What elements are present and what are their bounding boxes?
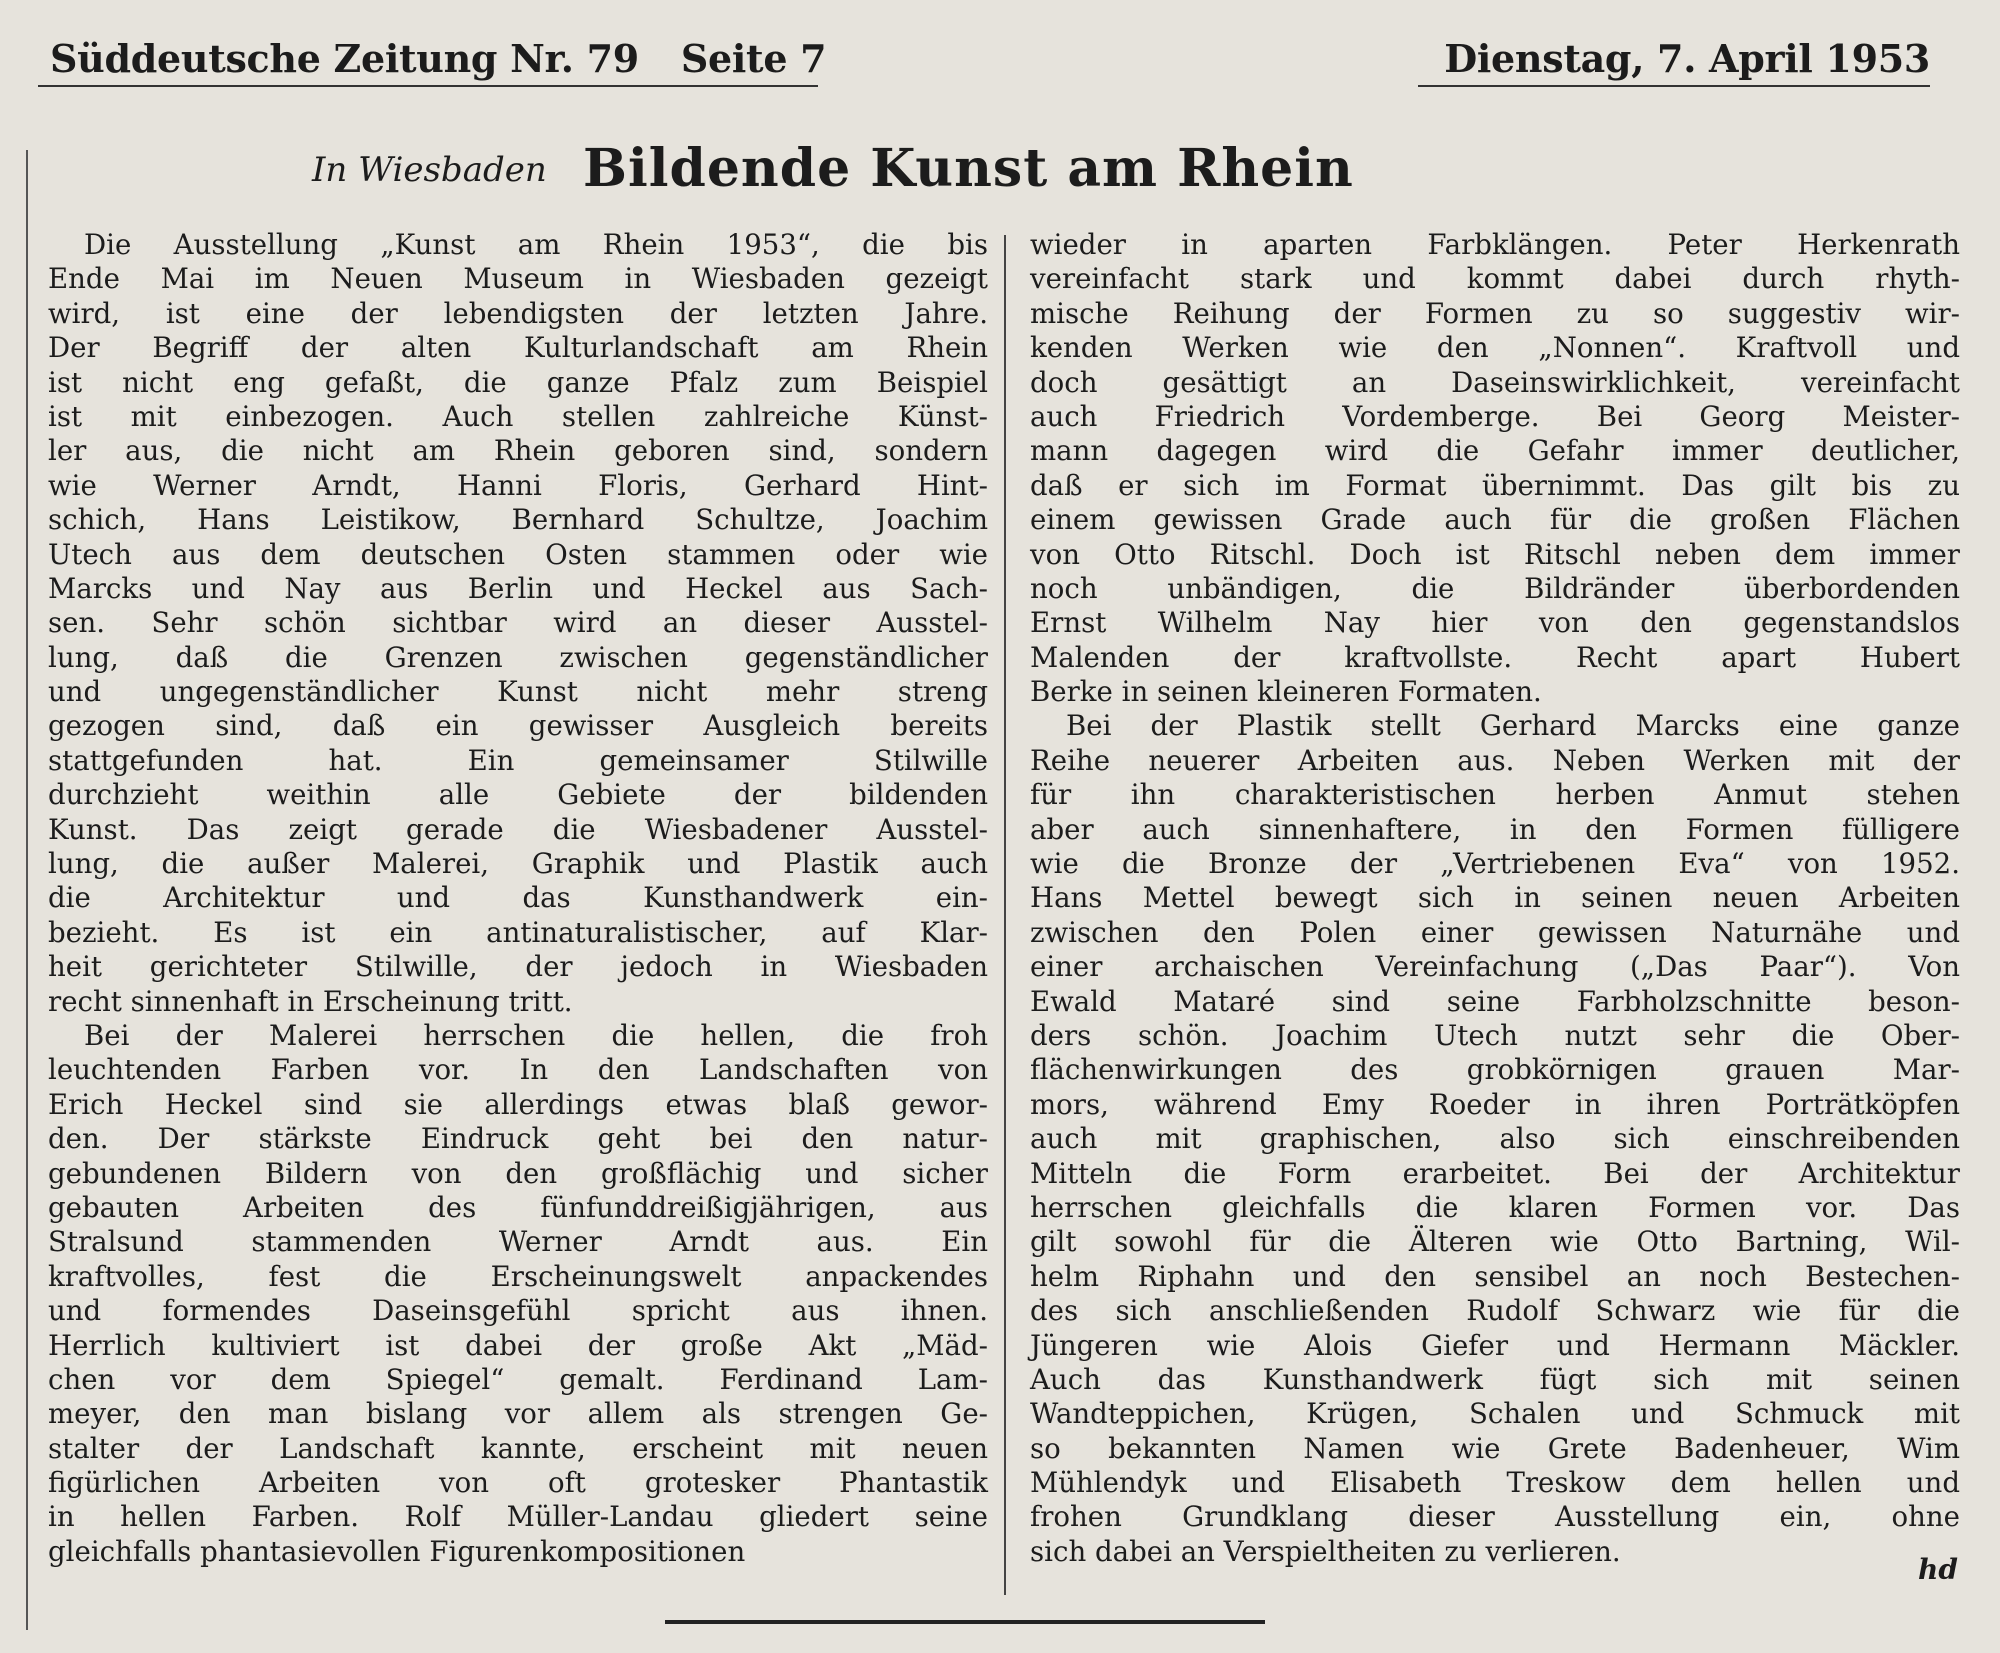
text-line: einer archaischen Vereinfachung („Das Paar“). Von: [1030, 950, 1960, 984]
column-divider: [1004, 235, 1006, 1595]
text-line: leuchtenden Farben vor. In den Landschaften von: [48, 1053, 988, 1087]
text-line: wie Werner Arndt, Hanni Floris, Gerhard Hint-: [48, 468, 988, 502]
text-line: Bei der Malerei herrschen die hellen, die froh: [84, 1018, 988, 1052]
text-line: Bei der Plastik stellt Gerhard Marcks eine ganze: [1066, 709, 1960, 743]
author-signature: hd: [1918, 1553, 1958, 1586]
text-line: mann dagegen wird die Gefahr immer deutlicher,: [1030, 434, 1960, 468]
text-line: doch gesättigt an Daseinswirklichkeit, vereinfacht: [1030, 365, 1960, 399]
text-line: figürlichen Arbeiten von oft grotesker Phantastik: [48, 1466, 988, 1500]
text-line: Mitteln die Form erarbeitet. Bei der Architektur: [1030, 1156, 1960, 1190]
text-line: den. Der stärkste Eindruck geht bei den natur-: [48, 1122, 988, 1156]
text-line: bezieht. Es ist ein antinaturalistischer, auf Klar-: [48, 915, 988, 949]
text-line: Hans Mettel bewegt sich in seinen neuen Arbeiten: [1030, 881, 1960, 915]
text-line: schich, Hans Leistikow, Bernhard Schultze, Joachim: [48, 503, 988, 537]
text-line: und ungegenständlicher Kunst nicht mehr streng: [48, 675, 988, 709]
issue-date: Dienstag, 7. April 1953: [1444, 36, 1930, 81]
text-line: helm Riphahn und den sensibel an noch Bestechen-: [1030, 1259, 1960, 1293]
text-line: Auch das Kunsthandwerk fügt sich mit seinen: [1030, 1362, 1960, 1396]
text-line: gezogen sind, daß ein gewisser Ausgleich bereits: [48, 709, 988, 743]
text-line: stattgefunden hat. Ein gemeinsamer Stilwille: [48, 743, 988, 777]
text-line: lung, die außer Malerei, Graphik und Plastik auch: [48, 847, 988, 881]
text-line: ist nicht eng gefaßt, die ganze Pfalz zum Beispiel: [48, 365, 988, 399]
text-line: die Architektur und das Kunsthandwerk ein-: [48, 881, 988, 915]
text-line: wieder in aparten Farbklängen. Peter Herkenrath: [1030, 228, 1960, 261]
text-line: lung, daß die Grenzen zwischen gegenständlicher: [48, 640, 988, 674]
text-line: ler aus, die nicht am Rhein geboren sind, sondern: [48, 434, 988, 468]
text-line: zwischen den Polen einer gewissen Naturnähe und: [1030, 915, 1960, 949]
text-line: meyer, den man bislang vor allem als strengen Ge-: [48, 1397, 988, 1431]
text-line: mische Reihung der Formen zu so suggestiv wir-: [1030, 296, 1960, 330]
column-left: [48, 228, 988, 1569]
text-line: Der Begriff der alten Kulturlandschaft am Rhein: [48, 331, 988, 365]
text-line: ist mit einbezogen. Auch stellen zahlreiche Künst-: [48, 399, 988, 433]
text-line: gebundenen Bildern von den großflächig und sicher: [48, 1156, 988, 1190]
article-headline: Bildende Kunst am Rhein: [583, 138, 1354, 199]
text-line: chen vor dem Spiegel“ gemalt. Ferdinand Lam-: [48, 1362, 988, 1396]
text-line: des sich anschließenden Rudolf Schwarz wie für die: [1030, 1294, 1960, 1328]
text-line: Wandteppichen, Krügen, Schalen und Schmuck mit: [1030, 1397, 1960, 1431]
page-number: Seite 7: [680, 36, 827, 81]
text-line: heit gerichteter Stilwille, der jedoch in Wiesbaden: [48, 950, 988, 984]
article-kicker: In Wiesbaden: [312, 150, 547, 190]
text-line: Die Ausstellung „Kunst am Rhein 1953“, die bis: [84, 228, 988, 261]
text-line: auch mit graphischen, also sich einschreibenden: [1030, 1122, 1960, 1156]
text-line: wird, ist eine der lebendigsten der letzten Jahre.: [48, 296, 988, 330]
text-line: mors, während Emy Roeder in ihren Porträtköpfen: [1030, 1087, 1960, 1121]
text-line: Ewald Mataré sind seine Farbholzschnitte beson-: [1030, 984, 1960, 1018]
text-line: frohen Grundklang dieser Ausstellung ein, ohne: [1030, 1500, 1960, 1534]
text-line: herrschen gleichfalls die klaren Formen vor. Das: [1030, 1190, 1960, 1224]
text-line: Ernst Wilhelm Nay hier von den gegenstandslos: [1030, 606, 1960, 640]
text-line: Utech aus dem deutschen Osten stammen oder wie: [48, 537, 988, 571]
masthead-rule-left: [38, 85, 818, 87]
text-line: von Otto Ritschl. Doch ist Ritschl neben dem immer: [1030, 537, 1960, 571]
text-line: Marcks und Nay aus Berlin und Heckel aus Sach-: [48, 571, 988, 605]
text-line: Jüngeren wie Alois Giefer und Hermann Mäckler.: [1030, 1328, 1960, 1362]
text-line: recht sinnenhaft in Erscheinung tritt.: [48, 984, 573, 1018]
text-line: gilt sowohl für die Älteren wie Otto Bartning, Wil-: [1030, 1225, 1960, 1259]
text-line: auch Friedrich Vordemberge. Bei Georg Meister-: [1030, 399, 1960, 433]
masthead-left: [50, 36, 826, 81]
text-line: ders schön. Joachim Utech nutzt sehr die Ober-: [1030, 1018, 1960, 1052]
text-line: Mühlendyk und Elisabeth Treskow dem hellen und: [1030, 1466, 1960, 1500]
text-line: noch unbändigen, die Bildränder überbordenden: [1030, 571, 1960, 605]
text-line: kenden Werken wie den „Nonnen“. Kraftvoll und: [1030, 331, 1960, 365]
text-line: stalter der Landschaft kannte, erscheint mit neuen: [48, 1431, 988, 1465]
paper-name: Süddeutsche Zeitung Nr. 79: [50, 36, 639, 81]
text-line: Malenden der kraftvollste. Recht apart Hubert: [1030, 640, 1960, 674]
text-line: für ihn charakteristischen herben Anmut stehen: [1030, 778, 1960, 812]
text-line: Berke in seinen kleineren Formaten.: [1030, 675, 1542, 709]
text-line: daß er sich im Format übernimmt. Das gilt bis zu: [1030, 468, 1960, 502]
text-line: sich dabei an Verspieltheiten zu verlieren.: [1030, 1534, 1621, 1568]
text-line: Reihe neuerer Arbeiten aus. Neben Werken mit der: [1030, 743, 1960, 777]
text-line: gleichfalls phantasievollen Figurenkompositionen: [48, 1534, 746, 1568]
text-line: in hellen Farben. Rolf Müller-Landau gliedert seine: [48, 1500, 988, 1534]
column-right: [1030, 228, 1960, 1586]
text-line: Ende Mai im Neuen Museum in Wiesbaden gezeigt: [48, 262, 988, 296]
text-line: und formendes Daseinsgefühl spricht aus ihnen.: [48, 1294, 988, 1328]
text-line: einem gewissen Grade auch für die großen Flächen: [1030, 503, 1960, 537]
text-line: so bekannten Namen wie Grete Badenheuer, Wim: [1030, 1431, 1960, 1465]
masthead-rule-right: [1418, 85, 1930, 87]
text-line: sen. Sehr schön sichtbar wird an dieser Ausstel-: [48, 606, 988, 640]
text-line: Kunst. Das zeigt gerade die Wiesbadener Ausstel-: [48, 812, 988, 846]
bottom-rule: [665, 1620, 1265, 1624]
text-line: flächenwirkungen des grobkörnigen grauen Mar-: [1030, 1053, 1960, 1087]
text-line: kraftvolles, fest die Erscheinungswelt anpackendes: [48, 1259, 988, 1293]
text-line: Erich Heckel sind sie allerdings etwas blaß gewor-: [48, 1087, 988, 1121]
frame-rule-left: [26, 150, 28, 1630]
text-line: vereinfacht stark und kommt dabei durch rhyth-: [1030, 262, 1960, 296]
text-line: wie die Bronze der „Vertriebenen Eva“ von 1952.: [1030, 847, 1960, 881]
text-line: aber auch sinnenhaftere, in den Formen fülligere: [1030, 812, 1960, 846]
text-line: Stralsund stammenden Werner Arndt aus. Ein: [48, 1225, 988, 1259]
text-line: gebauten Arbeiten des fünfunddreißigjährigen, aus: [48, 1190, 988, 1224]
text-line: Herrlich kultiviert ist dabei der große Akt „Mäd-: [48, 1328, 988, 1362]
text-line: durchzieht weithin alle Gebiete der bildenden: [48, 778, 988, 812]
